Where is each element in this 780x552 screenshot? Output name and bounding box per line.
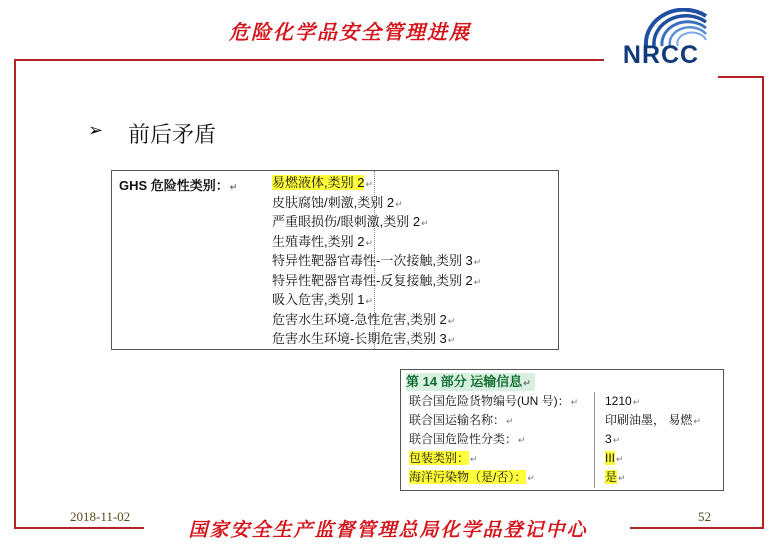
ghs-label-text: GHS 危险性类别： — [119, 178, 229, 193]
transport-value-text: 1210 — [605, 394, 632, 408]
ghs-item: 生殖毒性,类别 2↵ — [272, 233, 374, 249]
ghs-item: 特异性靶器官毒性-反复接触,类别 2↵ — [272, 272, 482, 288]
transport-row — [406, 468, 718, 487]
ghs-item: 危害水生环境-急性危害,类别 2↵ — [272, 311, 456, 327]
transport-row — [406, 430, 718, 449]
logo-text: NRCC — [622, 41, 700, 69]
ghs-item: 危害水生环境-长期危害,类别 3↵ — [272, 331, 456, 346]
transport-value: 3↵ — [605, 432, 621, 446]
transport-value: 是↵ — [605, 470, 626, 484]
frame-right-line — [762, 76, 764, 529]
transport-row — [406, 449, 718, 468]
ghs-item-text: 特异性靶器官毒性-一次接触,类别 3 — [272, 253, 473, 268]
transport-heading: 第 14 部分 运输信息↵ — [406, 373, 535, 391]
transport-row — [406, 411, 718, 430]
transport-value-text: III — [605, 451, 616, 465]
footer-date: 2018-11-02 — [70, 509, 131, 524]
ghs-item: 吸入危害,类别 1↵ — [272, 292, 374, 307]
transport-value: III↵ — [605, 451, 624, 465]
frame-bottom-right-line — [630, 527, 764, 529]
bullet-text: 前后矛盾 — [128, 123, 217, 148]
transport-key: 海洋污染物（是/否）：↵ — [409, 470, 535, 484]
frame-left-line — [14, 59, 16, 529]
ghs-item-text: 危害水生环境-长期危害,类别 3 — [272, 331, 447, 346]
nrcc-logo-icon — [606, 8, 716, 72]
transport-value-text: 是 — [605, 470, 618, 484]
ghs-item-text: 皮肤腐蚀/刺激,类别 2 — [272, 194, 395, 210]
ghs-category-list — [272, 173, 481, 349]
transport-heading-text: 第 14 部分 运输信息 — [406, 374, 523, 389]
ghs-item: 严重眼损伤/眼刺激,类别 2↵ — [272, 214, 429, 229]
transport-key: 联合国危险性分类：↵ — [409, 432, 526, 446]
ghs-item-text: 生殖毒性,类别 2 — [272, 233, 365, 249]
ghs-item-text: 严重眼损伤/眼刺激,类别 2 — [272, 214, 421, 229]
arrow-bullet-icon: ➢ — [88, 120, 104, 141]
transport-key-text: 联合国危险货物编号(UN 号)： — [409, 394, 570, 408]
ghs-item-text: 危害水生环境-急性危害,类别 2 — [272, 311, 447, 327]
transport-row — [406, 392, 718, 411]
transport-key-text: 联合国运输名称： — [409, 413, 506, 427]
transport-key: 联合国运输名称：↵ — [409, 413, 514, 427]
transport-key: 包装类别：↵ — [409, 451, 478, 465]
frame-top-right-line — [718, 76, 764, 78]
ghs-label: GHS 危险性类别：↵ — [119, 178, 238, 193]
transport-key-text: 海洋污染物（是/否）： — [409, 470, 527, 484]
transport-value-text: 3 — [605, 432, 612, 446]
transport-key-text: 联合国危险性分类： — [409, 432, 518, 446]
transport-key-text: 包装类别： — [409, 451, 470, 465]
footer-organization: 国家安全生产监督管理总局化学品登记中心 — [188, 519, 588, 541]
frame-top-line — [14, 59, 604, 61]
ghs-item-text: 吸入危害,类别 1 — [272, 292, 365, 307]
ghs-item-text: 特异性靶器官毒性-反复接触,类别 2 — [272, 272, 473, 288]
transport-value-text: 印刷油墨， 易燃 — [605, 413, 693, 427]
transport-info-box — [400, 369, 724, 491]
ghs-item: 皮肤腐蚀/刺激,类别 2↵ — [272, 194, 403, 210]
ghs-item: 特异性靶器官毒性-一次接触,类别 3↵ — [272, 253, 482, 268]
ghs-classification-box — [111, 170, 559, 350]
ghs-item-text: 易燃液体,类别 2 — [272, 175, 365, 190]
frame-bottom-left-line — [14, 527, 144, 529]
ghs-item: 易燃液体,类别 2↵ — [272, 175, 374, 190]
transport-key: 联合国危险货物编号(UN 号)：↵ — [409, 394, 579, 408]
page-number: 52 — [698, 509, 711, 524]
slide-title: 危险化学品安全管理进展 — [229, 20, 471, 44]
transport-value: 1210↵ — [605, 394, 641, 408]
transport-value: 印刷油墨， 易燃↵ — [605, 413, 701, 427]
